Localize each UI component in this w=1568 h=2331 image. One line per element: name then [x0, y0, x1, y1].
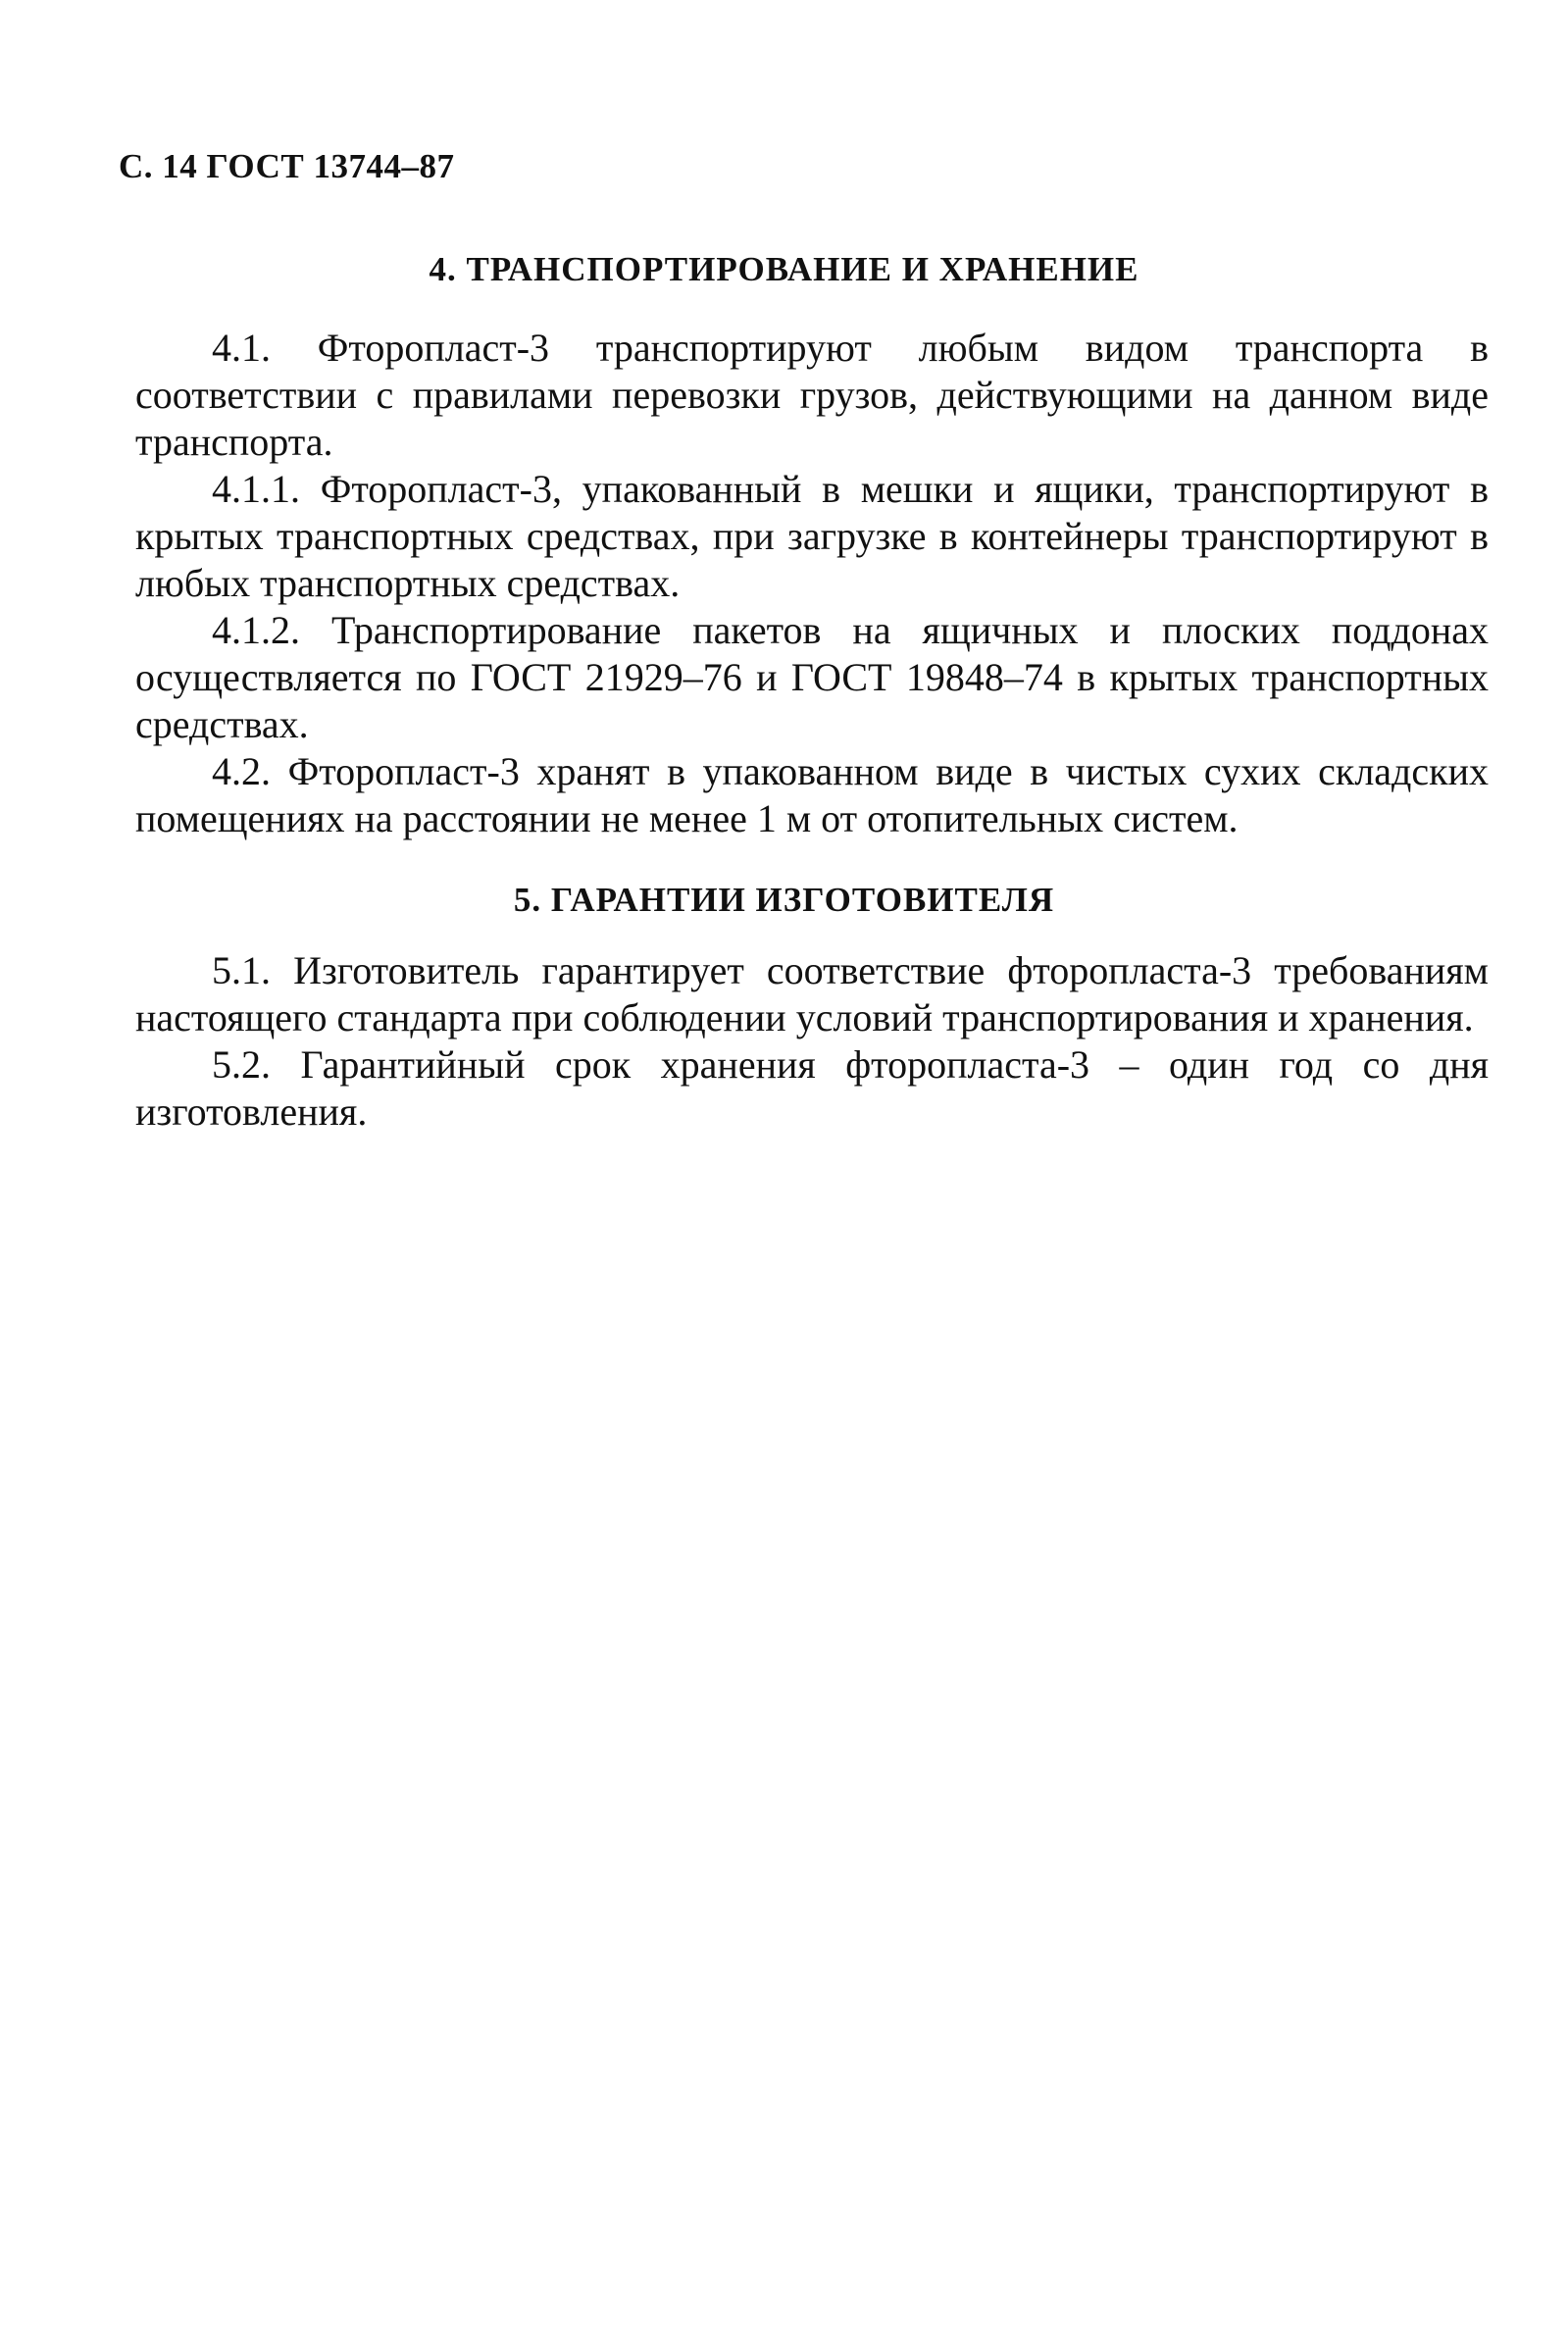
running-head: С. 14 ГОСТ 13744–87 [119, 147, 455, 185]
section-4-body [135, 325, 1489, 842]
paragraph-5-2: 5.2. Гарантийный срок хранения фторопласта-3 – один год со дня изготовления. [135, 1042, 1489, 1134]
paragraph-4-2: 4.2. Фторопласт-3 хранят в упакованном виде в чистых сухих складских помещениях на расстоянии не менее 1 м от отопительных систем. [135, 749, 1489, 840]
paragraph-4-1-2: 4.1.2. Транспортирование пакетов на ящичных и плоских поддонах осуществляется по ГОСТ 21929–76 и ГОСТ 19848–74 в крытых транспортных средствах. [135, 608, 1489, 746]
section-5-body [135, 947, 1489, 1136]
section-4-title: 4. ТРАНСПОРТИРОВАНИЕ И ХРАНЕНИЕ [429, 250, 1139, 288]
paragraph-4-1-1: 4.1.1. Фторопласт-3, упакованный в мешки и ящики, транспортируют в крытых транспортных средствах, при загрузке в контейнеры транспортируют в любых транспортных средствах. [135, 467, 1489, 605]
paragraph-5-1: 5.1. Изготовитель гарантирует соответствие фторопласта-3 требованиям настоящего стандарта при соблюдении условий транспортирования и хранения. [135, 948, 1489, 1039]
section-5-title: 5. ГАРАНТИИ ИЗГОТОВИТЕЛЯ [513, 881, 1055, 919]
paragraph-4-1: 4.1. Фторопласт-3 транспортируют любым видом транспорта в соответствии с правилами перевозки грузов, действующими на данном виде транспорта. [135, 326, 1489, 464]
